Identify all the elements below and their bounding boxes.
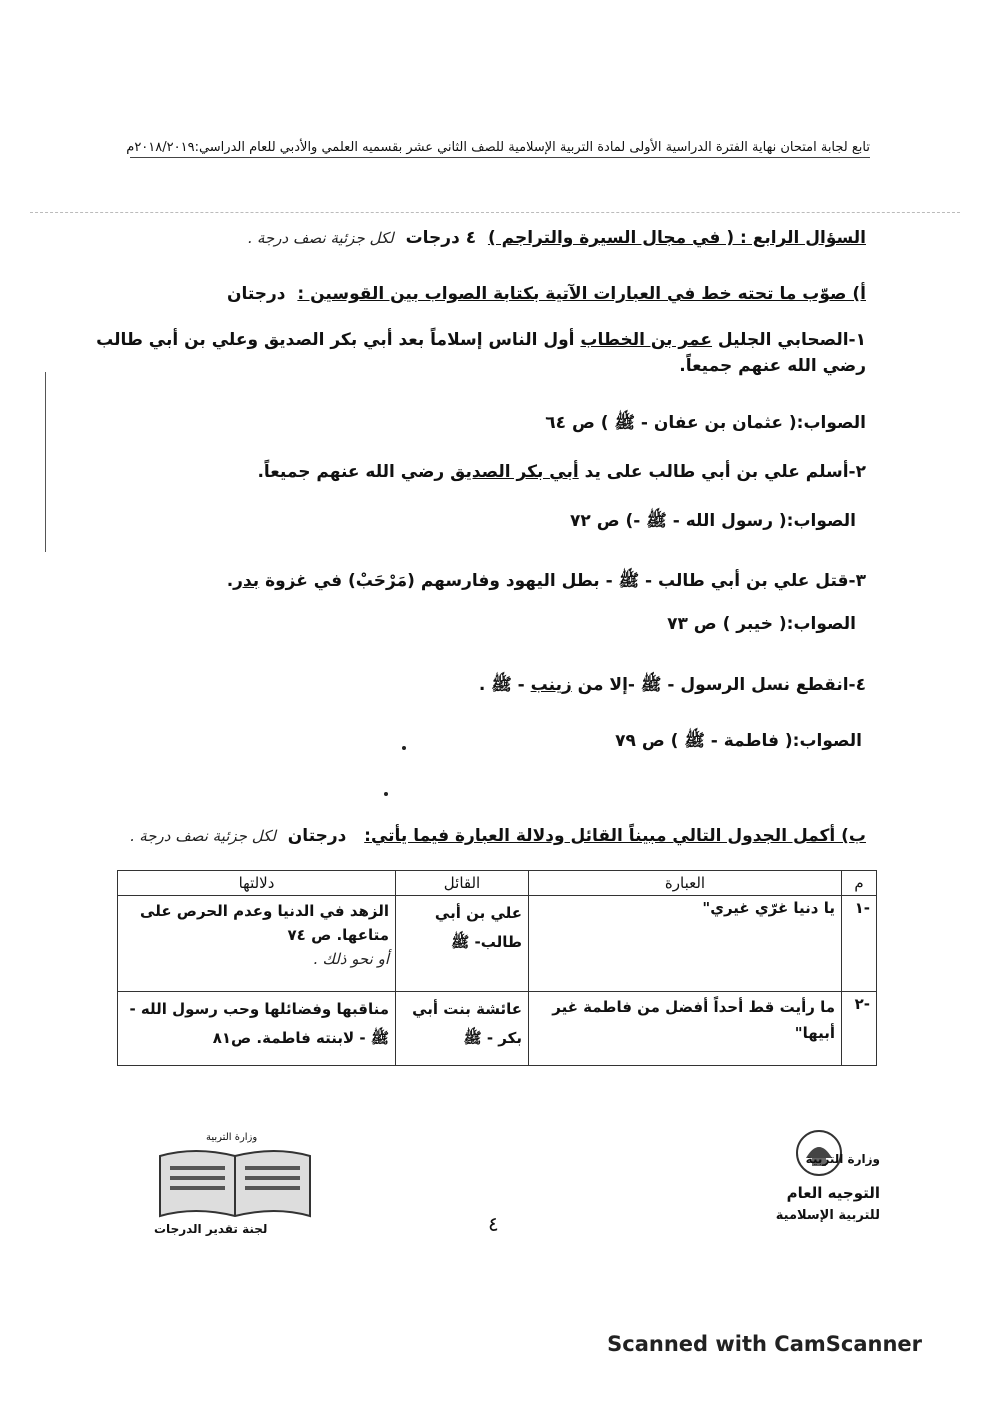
item-1-answer: الصواب:( عثمان بن عفان - ﷺ ) ص ٦٤ bbox=[545, 413, 866, 433]
item-underlined: بدر bbox=[233, 571, 260, 591]
item-text: ٢-أسلم علي بن أبي طالب على يد bbox=[578, 462, 866, 482]
part-b-instruction-text: ب) أكمل الجدول التالي مبيناً القائل ودلالة العبارة فيما يأتي: bbox=[364, 826, 866, 846]
row-handnote: أو نحو ذلك . bbox=[313, 950, 389, 968]
row-meaning-text: الزهد في الدنيا وعدم الحرص على متاعها. ص ٧٤ bbox=[140, 902, 389, 944]
stray-dot bbox=[402, 746, 406, 750]
page-number: ٤ bbox=[488, 1212, 499, 1236]
item-2 bbox=[257, 462, 866, 482]
item-text: ١-الصحابي الجليل bbox=[712, 330, 866, 350]
part-a-instruction-text: أ) صوّب ما تحته خط في العبارات الآتية بكتابة الصواب بين القوسين : bbox=[297, 284, 866, 304]
item-1-line-1 bbox=[96, 330, 866, 350]
table-header-row bbox=[118, 871, 877, 896]
item-text: ٣-قتل علي بن أبي طالب - ﷺ - بطل اليهود وفارسهم (مَرْحَبْ) في غزوة bbox=[259, 571, 866, 591]
col-header-speaker: القائل bbox=[396, 871, 529, 896]
row-meaning bbox=[118, 896, 396, 992]
row-phrase: ما رأيت قط أحداً أفضل من فاطمة غير أبيها" bbox=[529, 992, 842, 1066]
handwritten-note: لكل جزئية نصف درجة . bbox=[129, 827, 276, 845]
item-text: . bbox=[226, 571, 234, 591]
row-speaker: علي بن أبي طالب- ﷺ bbox=[396, 896, 529, 992]
row-num: -١ bbox=[842, 896, 877, 992]
question-title-text: السؤال الرابع : ( في مجال السيرة والتراجم ) bbox=[487, 228, 866, 248]
stamp-line-1: التوجيه العام bbox=[786, 1184, 880, 1202]
stamp-ministry: وزارة التربية bbox=[805, 1152, 880, 1166]
item-4-answer: الصواب:( فاطمة - ﷺ ) ص ٧٩ bbox=[615, 731, 862, 751]
row-phrase: يا دنيا غرّي غيري" bbox=[529, 896, 842, 992]
item-1-line-2: رضي الله عنهم جميعاً. bbox=[679, 356, 866, 376]
item-2-answer: الصواب:( رسول الله - ﷺ -) ص ٧٢ bbox=[570, 511, 856, 531]
part-b-instruction bbox=[130, 826, 866, 846]
committee-stamp-ministry: وزارة التربية bbox=[206, 1132, 258, 1143]
divider bbox=[30, 212, 960, 213]
row-speaker: عائشة بنت أبي بكر - ﷺ bbox=[396, 992, 529, 1066]
ministry-stamp bbox=[760, 1128, 880, 1238]
col-header-phrase: العبارة bbox=[529, 871, 842, 896]
item-underlined: أبي بكر الصديق bbox=[450, 462, 579, 482]
item-underlined: عمر بن الخطاب bbox=[580, 330, 713, 350]
item-text: ٤-انقطع نسل الرسول - ﷺ -إلا من bbox=[571, 675, 866, 695]
item-text: أول الناس إسلاماً بعد أبي بكر الصديق وعلي بن أبي طالب bbox=[96, 330, 581, 350]
col-header-meaning: دلالتها bbox=[118, 871, 396, 896]
committee-name: لجنة تقدير الدرجات bbox=[154, 1222, 268, 1236]
question-marks: ٤ درجات bbox=[405, 228, 477, 248]
question-title bbox=[247, 228, 866, 248]
item-4 bbox=[479, 674, 866, 699]
part-b-marks: درجتان bbox=[287, 826, 347, 846]
col-header-num: م bbox=[842, 871, 877, 896]
camscanner-watermark: Scanned with CamScanner bbox=[607, 1332, 922, 1356]
handwritten-note: لكل جزئية نصف درجة . bbox=[247, 229, 394, 247]
row-num: -٢ bbox=[842, 992, 877, 1066]
part-a-marks: درجتان bbox=[226, 284, 286, 304]
answer-table bbox=[117, 870, 877, 1066]
table-row bbox=[118, 896, 877, 992]
margin-line bbox=[45, 372, 46, 552]
item-3 bbox=[227, 570, 866, 595]
part-a-instruction bbox=[227, 284, 866, 304]
stamp-line-2: للتربية الإسلامية bbox=[775, 1208, 880, 1223]
stray-dot bbox=[384, 792, 388, 796]
committee-stamp bbox=[150, 1132, 320, 1242]
table-row bbox=[118, 992, 877, 1066]
item-text: - ﷺ . bbox=[478, 675, 531, 695]
page-header: تابع لجابة امتحان نهاية الفترة الدراسية الأولى لمادة التربية الإسلامية للصف الثاني عشر بقسميه العلمي والأدبي للعام الدراسي:٢٠١٨/٢٠١٩م bbox=[130, 140, 870, 158]
item-3-answer: الصواب:( خيبر ) ص ٧٣ bbox=[667, 614, 856, 634]
open-book-icon bbox=[150, 1146, 320, 1226]
item-underlined: زينب bbox=[530, 675, 572, 695]
item-text: رضي الله عنهم جميعاً. bbox=[257, 462, 451, 482]
row-meaning: مناقبها وفضائلها وحب رسول الله - ﷺ - لابنته فاطمة. ص٨١ bbox=[118, 992, 396, 1066]
